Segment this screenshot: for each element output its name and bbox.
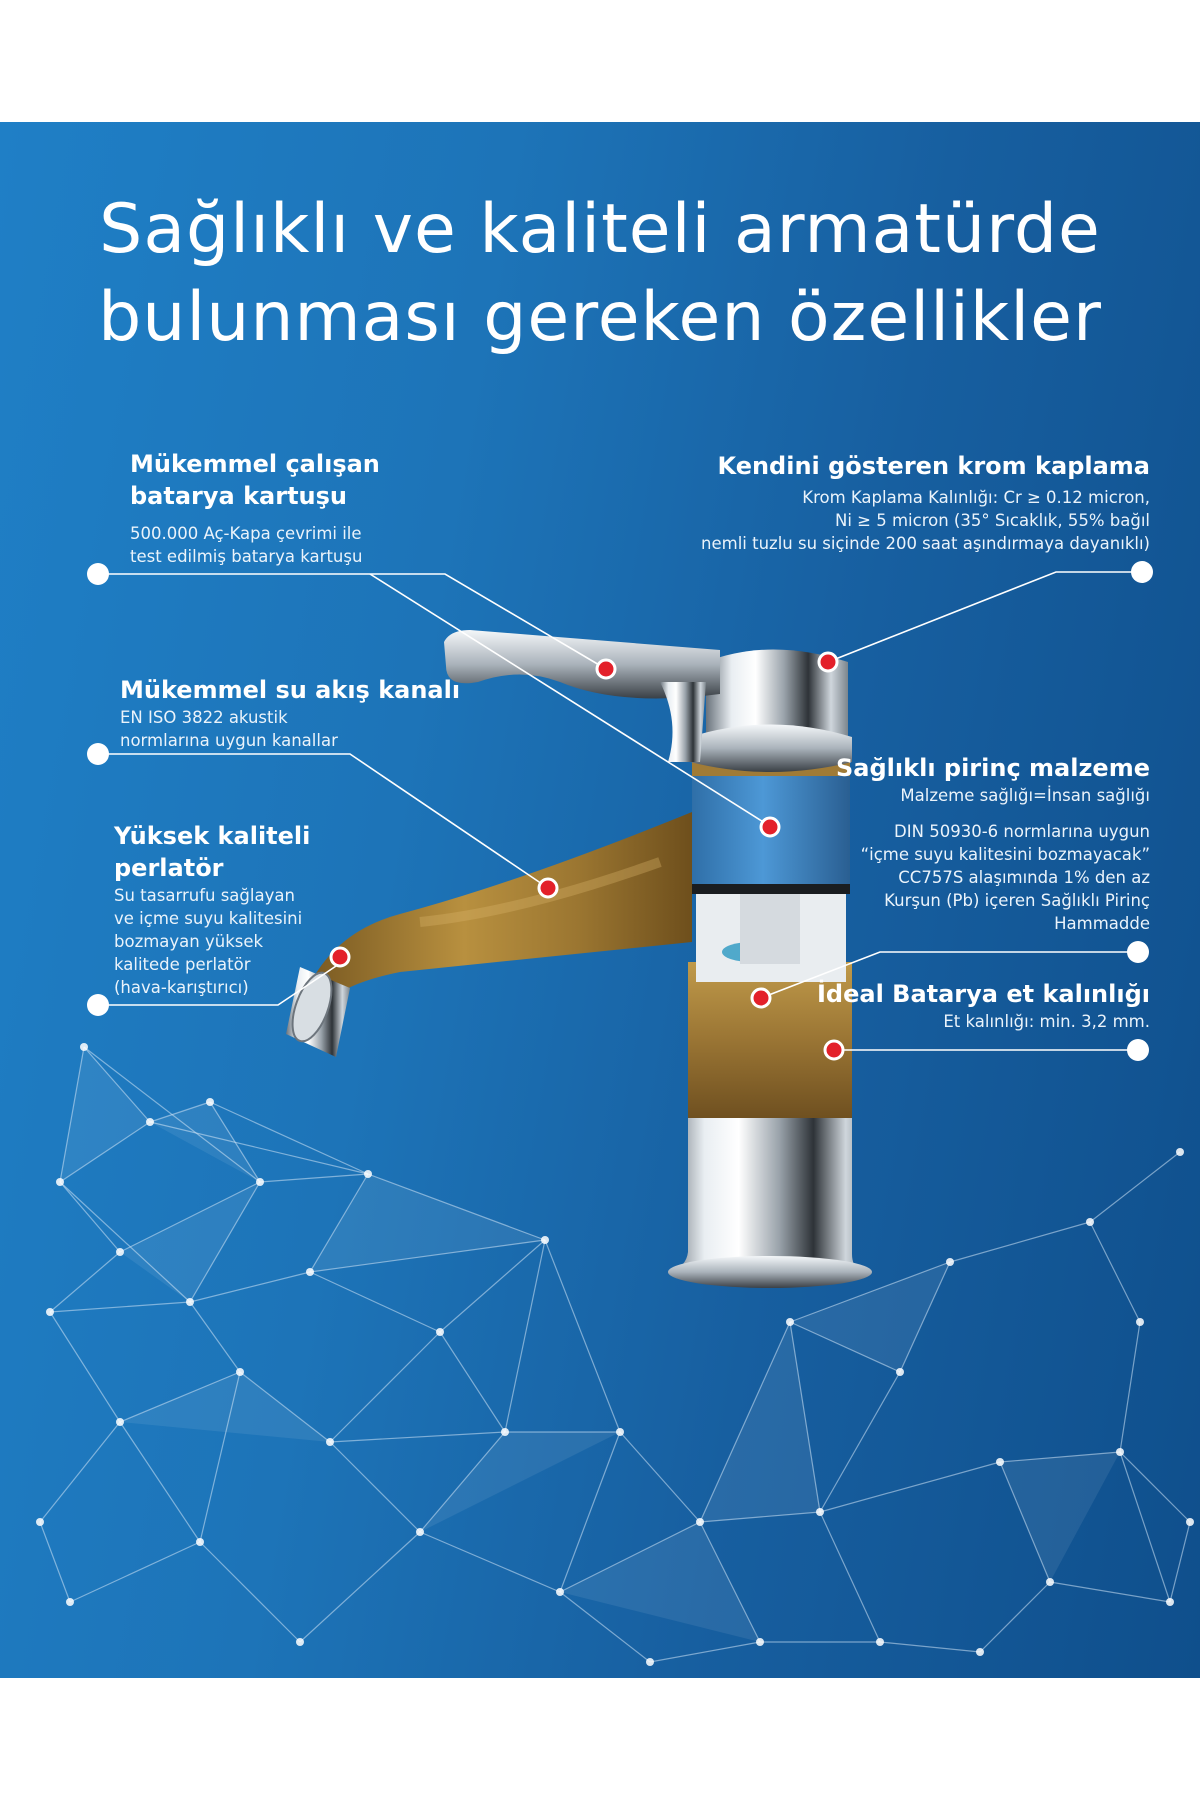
faucet-base-rim	[668, 1256, 872, 1288]
chrome-desc-line-1: Krom Kaplama Kalınlığı: Cr ≥ 0.12 micron,	[802, 488, 1150, 507]
flow-heading: Mükemmel su akış kanalı	[120, 676, 461, 704]
handle-skirt	[690, 725, 852, 773]
aerator-desc-line-5: (hava-karıştırıcı)	[114, 978, 249, 997]
flow-desc-line-1: EN ISO 3822 akustik	[120, 708, 288, 727]
cartridge-heading-line-2: batarya kartuşu	[130, 482, 347, 510]
dot-cartridge	[87, 563, 109, 585]
cartridge-ring	[692, 884, 850, 894]
brass-desc-line-4: Kurşun (Pb) içeren Sağlıklı Pirinç	[884, 891, 1150, 910]
aerator-description	[114, 884, 302, 999]
cartridge-desc-line-1: 500.000 Aç-Kapa çevrimi ile	[130, 524, 362, 543]
chrome-heading: Kendini gösteren krom kaplama	[717, 452, 1150, 480]
brass-desc-line-2: “içme suyu kalitesini bozmayacak”	[860, 845, 1150, 864]
aerator-desc-line-1: Su tasarrufu sağlayan	[114, 886, 295, 905]
aerator-desc-line-4: kalitede perlatör	[114, 955, 251, 974]
flow-description	[120, 706, 338, 752]
brass-description	[861, 820, 1150, 935]
dot-brass	[1127, 941, 1149, 963]
network-mesh-fill	[60, 1047, 1120, 1642]
marker-aerator	[331, 948, 349, 966]
chrome-description	[701, 486, 1150, 555]
title-line-1: Sağlıklı ve kaliteli armatürde	[99, 190, 1101, 269]
aerator-heading-line-1: Yüksek kaliteli	[114, 822, 311, 850]
wall-heading: İdeal Batarya et kalınlığı	[816, 980, 1150, 1008]
leader-chrome	[828, 572, 1142, 662]
cartridge-heading	[130, 448, 380, 512]
brass-desc-line-5: Hammadde	[1054, 914, 1150, 933]
marker-lever	[597, 660, 615, 678]
dot-aerator	[87, 994, 109, 1016]
lever-neck	[660, 682, 706, 762]
aerator-heading	[114, 820, 310, 884]
dot-chrome	[1131, 561, 1153, 583]
brass-heading: Sağlıklı pirinç malzeme	[836, 754, 1150, 782]
cartridge-desc-line-2: test edilmiş batarya kartuşu	[130, 547, 363, 566]
wall-description: Et kalınlığı: min. 3,2 mm.	[943, 1012, 1150, 1031]
cartridge-description	[130, 522, 362, 568]
brass-subheading: Malzeme sağlığı=İnsan sağlığı	[900, 786, 1150, 805]
marker-brass	[752, 989, 770, 1007]
infographic-poster	[0, 122, 1200, 1678]
dot-wall	[1127, 1039, 1149, 1061]
marker-flow	[539, 879, 557, 897]
brass-desc-line-1: DIN 50930-6 normlarına uygun	[894, 822, 1150, 841]
cartridge-stem	[740, 894, 800, 964]
cartridge-heading-line-1: Mükemmel çalışan	[130, 450, 380, 478]
marker-chrome	[819, 653, 837, 671]
flow-desc-line-2: normlarına uygun kanallar	[120, 731, 338, 750]
marker-wall	[825, 1041, 843, 1059]
aerator-desc-line-2: ve içme suyu kalitesini	[114, 909, 303, 928]
aerator-desc-line-3: bozmayan yüksek	[114, 932, 264, 951]
chrome-desc-line-3: nemli tuzlu su siçinde 200 saat aşındırmaya dayanıklı)	[701, 534, 1150, 553]
aerator-heading-line-2: perlatör	[114, 854, 224, 882]
brass-desc-line-3: CC757S alaşımında 1% den az	[898, 868, 1150, 887]
marker-cartridge	[761, 818, 779, 836]
title-line-2: bulunması gereken özellikler	[98, 278, 1102, 357]
chrome-desc-line-2: Ni ≥ 5 micron (35° Sıcaklık, 55% bağıl	[834, 511, 1150, 530]
dot-flow	[87, 743, 109, 765]
